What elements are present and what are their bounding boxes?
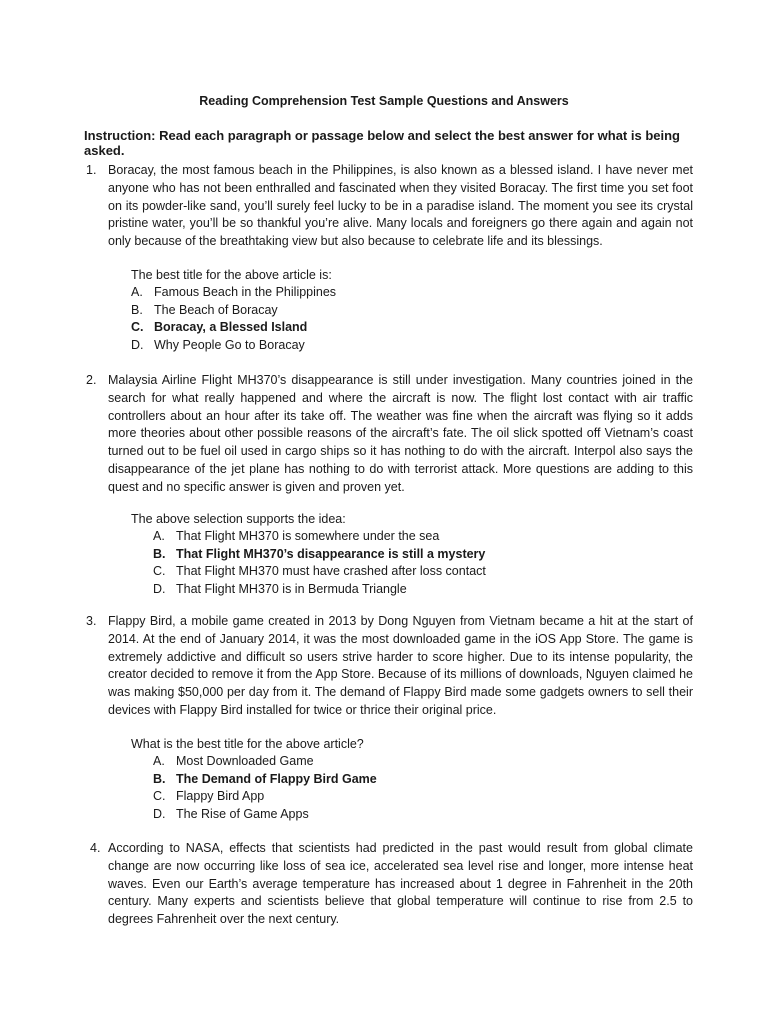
question-3-choice-b-correct xyxy=(153,772,377,790)
choice-text: The Rise of Game Apps xyxy=(176,806,309,821)
choice-text: Boracay, a Blessed Island xyxy=(154,320,308,335)
choice-text: The Demand of Flappy Bird Game xyxy=(176,771,377,786)
choice-text: That Flight MH370 is somewhere under the sea xyxy=(176,529,440,543)
question-4-passage: According to NASA, effects that scientists had predicted in the past would result from global climate change are now occurring like loss of sea ice, accelerated sea level rise and longer, more intense heat waves. Even our Earth’s average temperature has increased about 1 degree in Fahrenheit in the 20th century. Many experts and scientists believe that global temperature will continue to rise from 2.5 to degrees Fahrenheit over the next century. xyxy=(108,841,693,927)
choice-letter: C. xyxy=(153,564,166,579)
question-4-number: 4. xyxy=(90,841,101,855)
choice-text: That Flight MH370 must have crashed after loss contact xyxy=(176,564,486,579)
choice-text: Famous Beach in the Philippines xyxy=(154,285,337,299)
instruction-text: Instruction: Read each paragraph or passage below and select the best answer for what is being asked. xyxy=(84,128,680,158)
document-title: Reading Comprehension Test Sample Questions and Answers xyxy=(199,94,569,108)
question-3-passage: Flappy Bird, a mobile game created in 2013 by Dong Nguyen from Vietnam became a hit at the start of 2014. At the end of January 2014, it was the most downloaded game in the iOS App Store. The game is extremely addictive and difficult so users strive harder to score higher. Due to its intense popularity, the creator decided to remove it from the App Store. Because of its millions of downloads, Nguyen claimed he was making $50,000 per day from it. The demand of Flappy Bird made some gadgets owners to sell their devices with Flappy Bird installed for twice or thrice their original price. xyxy=(108,614,693,717)
question-2-choice-c xyxy=(153,564,486,582)
choice-letter: B. xyxy=(153,546,166,561)
choice-text: Most Downloaded Game xyxy=(176,754,314,768)
question-1-choice-c-correct xyxy=(131,320,336,338)
choice-letter: A. xyxy=(131,285,143,299)
question-1-choices xyxy=(131,285,336,355)
question-3-prompt: What is the best title for the above article? xyxy=(131,737,364,751)
question-3-number: 3. xyxy=(86,614,97,628)
question-1-prompt: The best title for the above article is: xyxy=(131,268,332,282)
choice-letter: C. xyxy=(131,320,144,335)
choice-letter: D. xyxy=(153,806,166,821)
question-2-choice-a xyxy=(153,529,486,547)
choice-text: The Beach of Boracay xyxy=(154,302,278,317)
question-3-choice-c xyxy=(153,789,377,807)
choice-letter: D. xyxy=(131,337,144,352)
question-1-passage: Boracay, the most famous beach in the Philippines, is also known as a blessed island. I have never met anyone who has not been enthralled and fascinated when they visited Boracay. The first time you set foot on its powder-like sand, you’ll surely feel lucky to be in a paradise island. The moment you see its crystal pristine water, you’ll be so thankful you’re alive. Many locals and foreigners go there again and again not only because of the breathtaking view but also because to celebrate life and its blessings. xyxy=(108,163,693,249)
choice-letter: C. xyxy=(153,789,166,804)
choice-letter: D. xyxy=(153,581,166,596)
choice-text: That Flight MH370 is in Bermuda Triangle xyxy=(176,581,407,596)
question-1-choice-b xyxy=(131,303,336,321)
question-2-choices xyxy=(153,529,486,599)
choice-text: Why People Go to Boracay xyxy=(154,337,305,352)
question-3-choice-a xyxy=(153,754,377,772)
choice-letter: A. xyxy=(153,754,165,768)
question-2-prompt: The above selection supports the idea: xyxy=(131,512,346,526)
choice-letter: B. xyxy=(153,771,166,786)
question-2-choice-d xyxy=(153,582,486,600)
question-3-choice-d xyxy=(153,807,377,825)
question-3-choices xyxy=(153,754,377,824)
question-2-number: 2. xyxy=(86,373,97,387)
choice-text: Flappy Bird App xyxy=(176,789,265,804)
choice-text: That Flight MH370’s disappearance is still a mystery xyxy=(176,546,486,561)
question-1-number: 1. xyxy=(86,163,97,177)
choice-letter: B. xyxy=(131,302,143,317)
question-1-choice-d xyxy=(131,338,336,356)
question-2-choice-b-correct xyxy=(153,547,486,565)
question-2-passage: Malaysia Airline Flight MH370’s disappearance is still under investigation. Many countries joined in the search for what really happened and where the aircraft is now. The flight lost contact with air traffic controllers about an hour after its take off. The weather was fine when the aircraft was flying so it adds more theories about other possible reasons of the aircraft’s fate. The oil slick spotted off Vietnam’s coast turned out to be fuel oil used in cargo ships so it has nothing to do with the aircraft. Interpol also says the disappearance of the jet plane has nothing to do with terrorist attack. More questions are adding to this quest and no specific answer is given and proven yet. xyxy=(108,373,693,494)
choice-letter: A. xyxy=(153,529,165,543)
question-1-choice-a xyxy=(131,285,336,303)
